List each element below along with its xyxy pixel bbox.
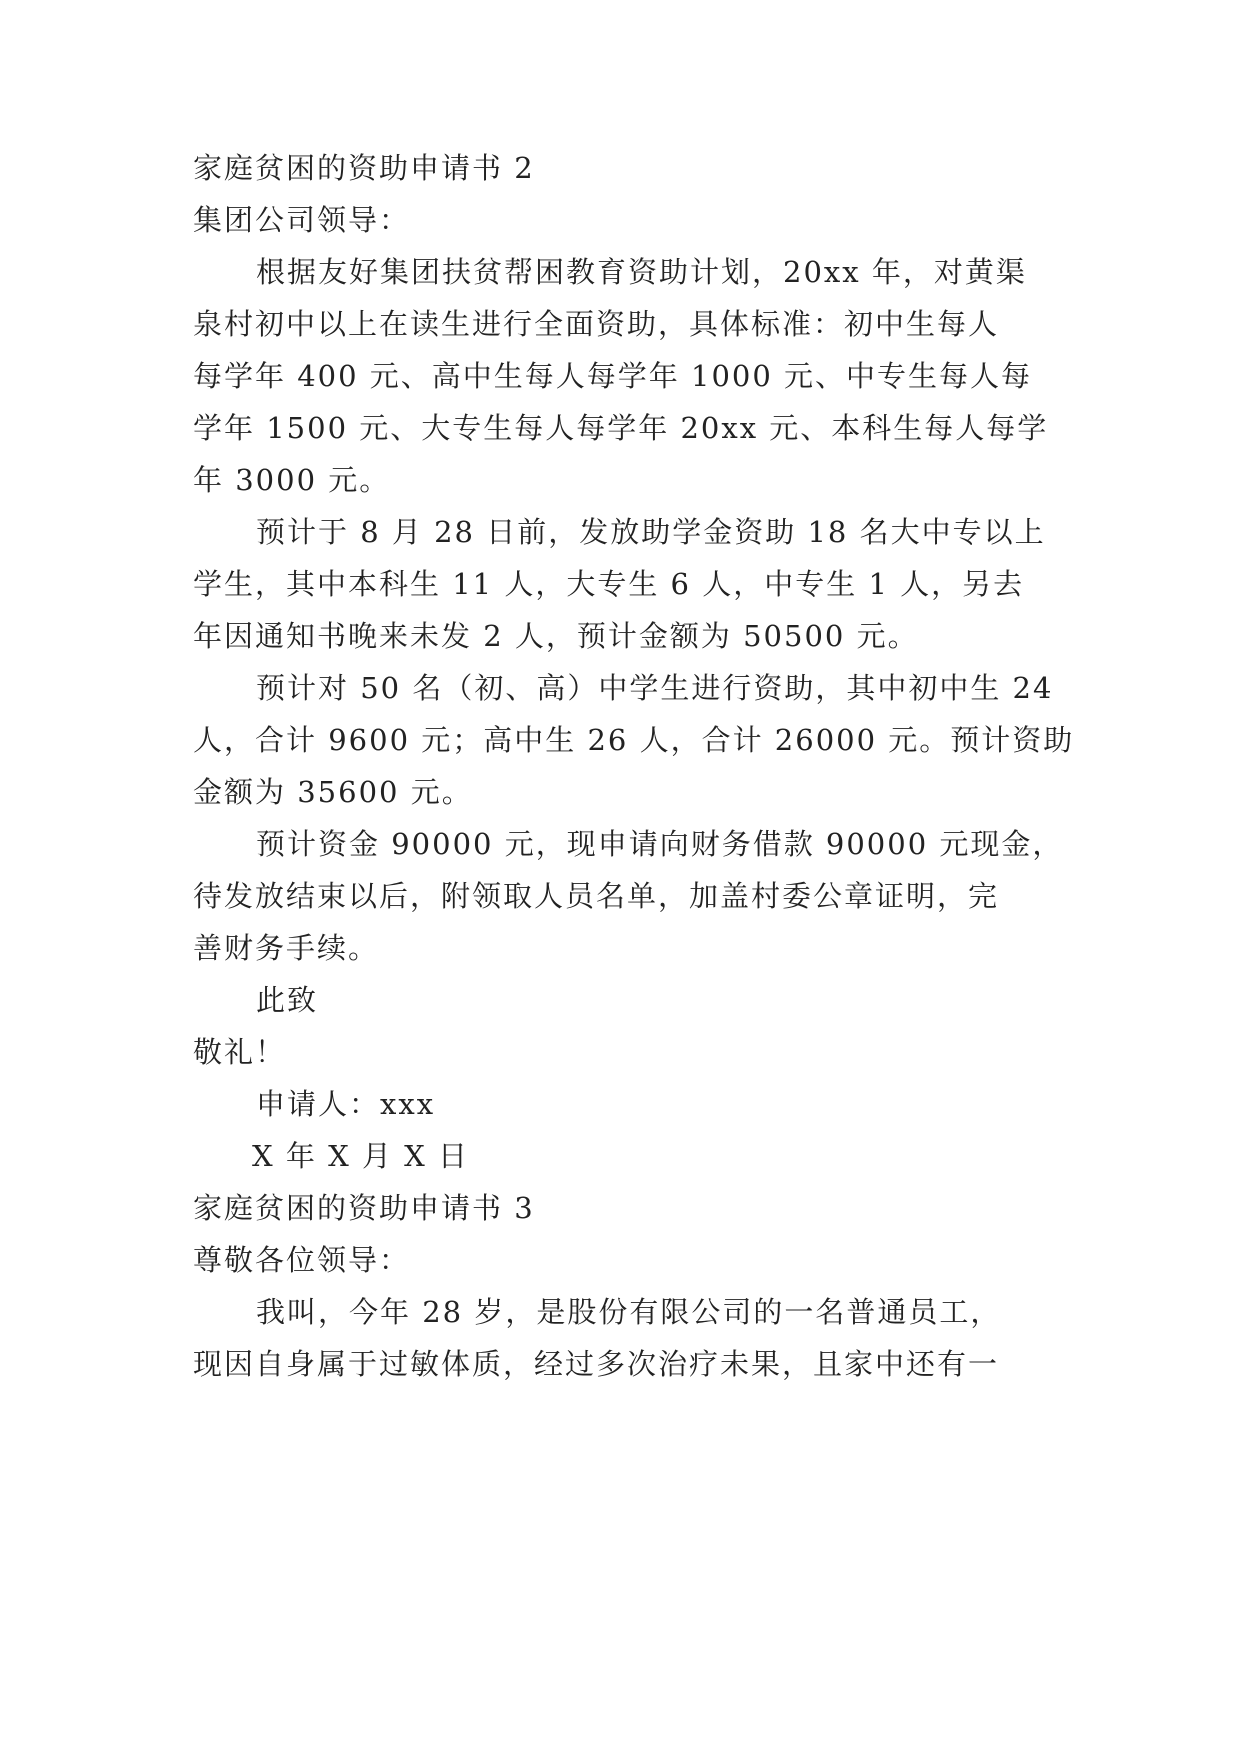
paragraph-line: 预计于 8 月 28 日前，发放助学金资助 18 名大中专以上 bbox=[256, 515, 1046, 549]
paragraph-line: 每学年 400 元、高中生每人每学年 1000 元、中专生每人每 bbox=[193, 359, 1033, 393]
paragraph-line: 善财务手续。 bbox=[193, 931, 380, 965]
closing-line: 此致 bbox=[256, 983, 319, 1017]
paragraph-line: 预计对 50 名（初、高）中学生进行资助，其中初中生 24 bbox=[256, 671, 1054, 705]
paragraph-line: 根据友好集团扶贫帮困教育资助计划，20xx 年，对黄渠 bbox=[256, 255, 1027, 289]
paragraph-line: 金额为 35600 元。 bbox=[193, 775, 473, 809]
salutation: 尊敬各位领导： bbox=[193, 1243, 411, 1277]
paragraph-line: 现因自身属于过敏体质，经过多次治疗未果，且家中还有一 bbox=[193, 1347, 1000, 1381]
signature-date: X 年 X 月 X 日 bbox=[252, 1139, 470, 1173]
paragraph-line: 学年 1500 元、大专生每人每学年 20xx 元、本科生每人每学 bbox=[193, 411, 1049, 445]
paragraph-line: 预计资金 90000 元，现申请向财务借款 90000 元现金， bbox=[256, 827, 1064, 861]
section-title: 家庭贫困的资助申请书 2 bbox=[193, 151, 535, 185]
closing-greeting: 敬礼！ bbox=[193, 1035, 287, 1069]
section-title: 家庭贫困的资助申请书 3 bbox=[193, 1191, 535, 1225]
paragraph-line: 待发放结束以后，附领取人员名单，加盖村委公章证明，完 bbox=[193, 879, 1000, 913]
paragraph-line: 学生，其中本科生 11 人，大专生 6 人，中专生 1 人，另去 bbox=[193, 567, 1025, 601]
paragraph-line: 泉村初中以上在读生进行全面资助，具体标准：初中生每人 bbox=[193, 307, 1000, 341]
paragraph-line: 年 3000 元。 bbox=[193, 463, 391, 497]
paragraph-line: 人，合计 9600 元；高中生 26 人，合计 26000 元。预计资助 bbox=[193, 723, 1075, 757]
paragraph-line: 年因通知书晚来未发 2 人，预计金额为 50500 元。 bbox=[193, 619, 919, 653]
applicant-signature: 申请人：xxx bbox=[256, 1087, 436, 1121]
paragraph-line: 我叫，今年 28 岁，是股份有限公司的一名普通员工， bbox=[256, 1295, 1002, 1329]
salutation: 集团公司领导： bbox=[193, 203, 411, 237]
